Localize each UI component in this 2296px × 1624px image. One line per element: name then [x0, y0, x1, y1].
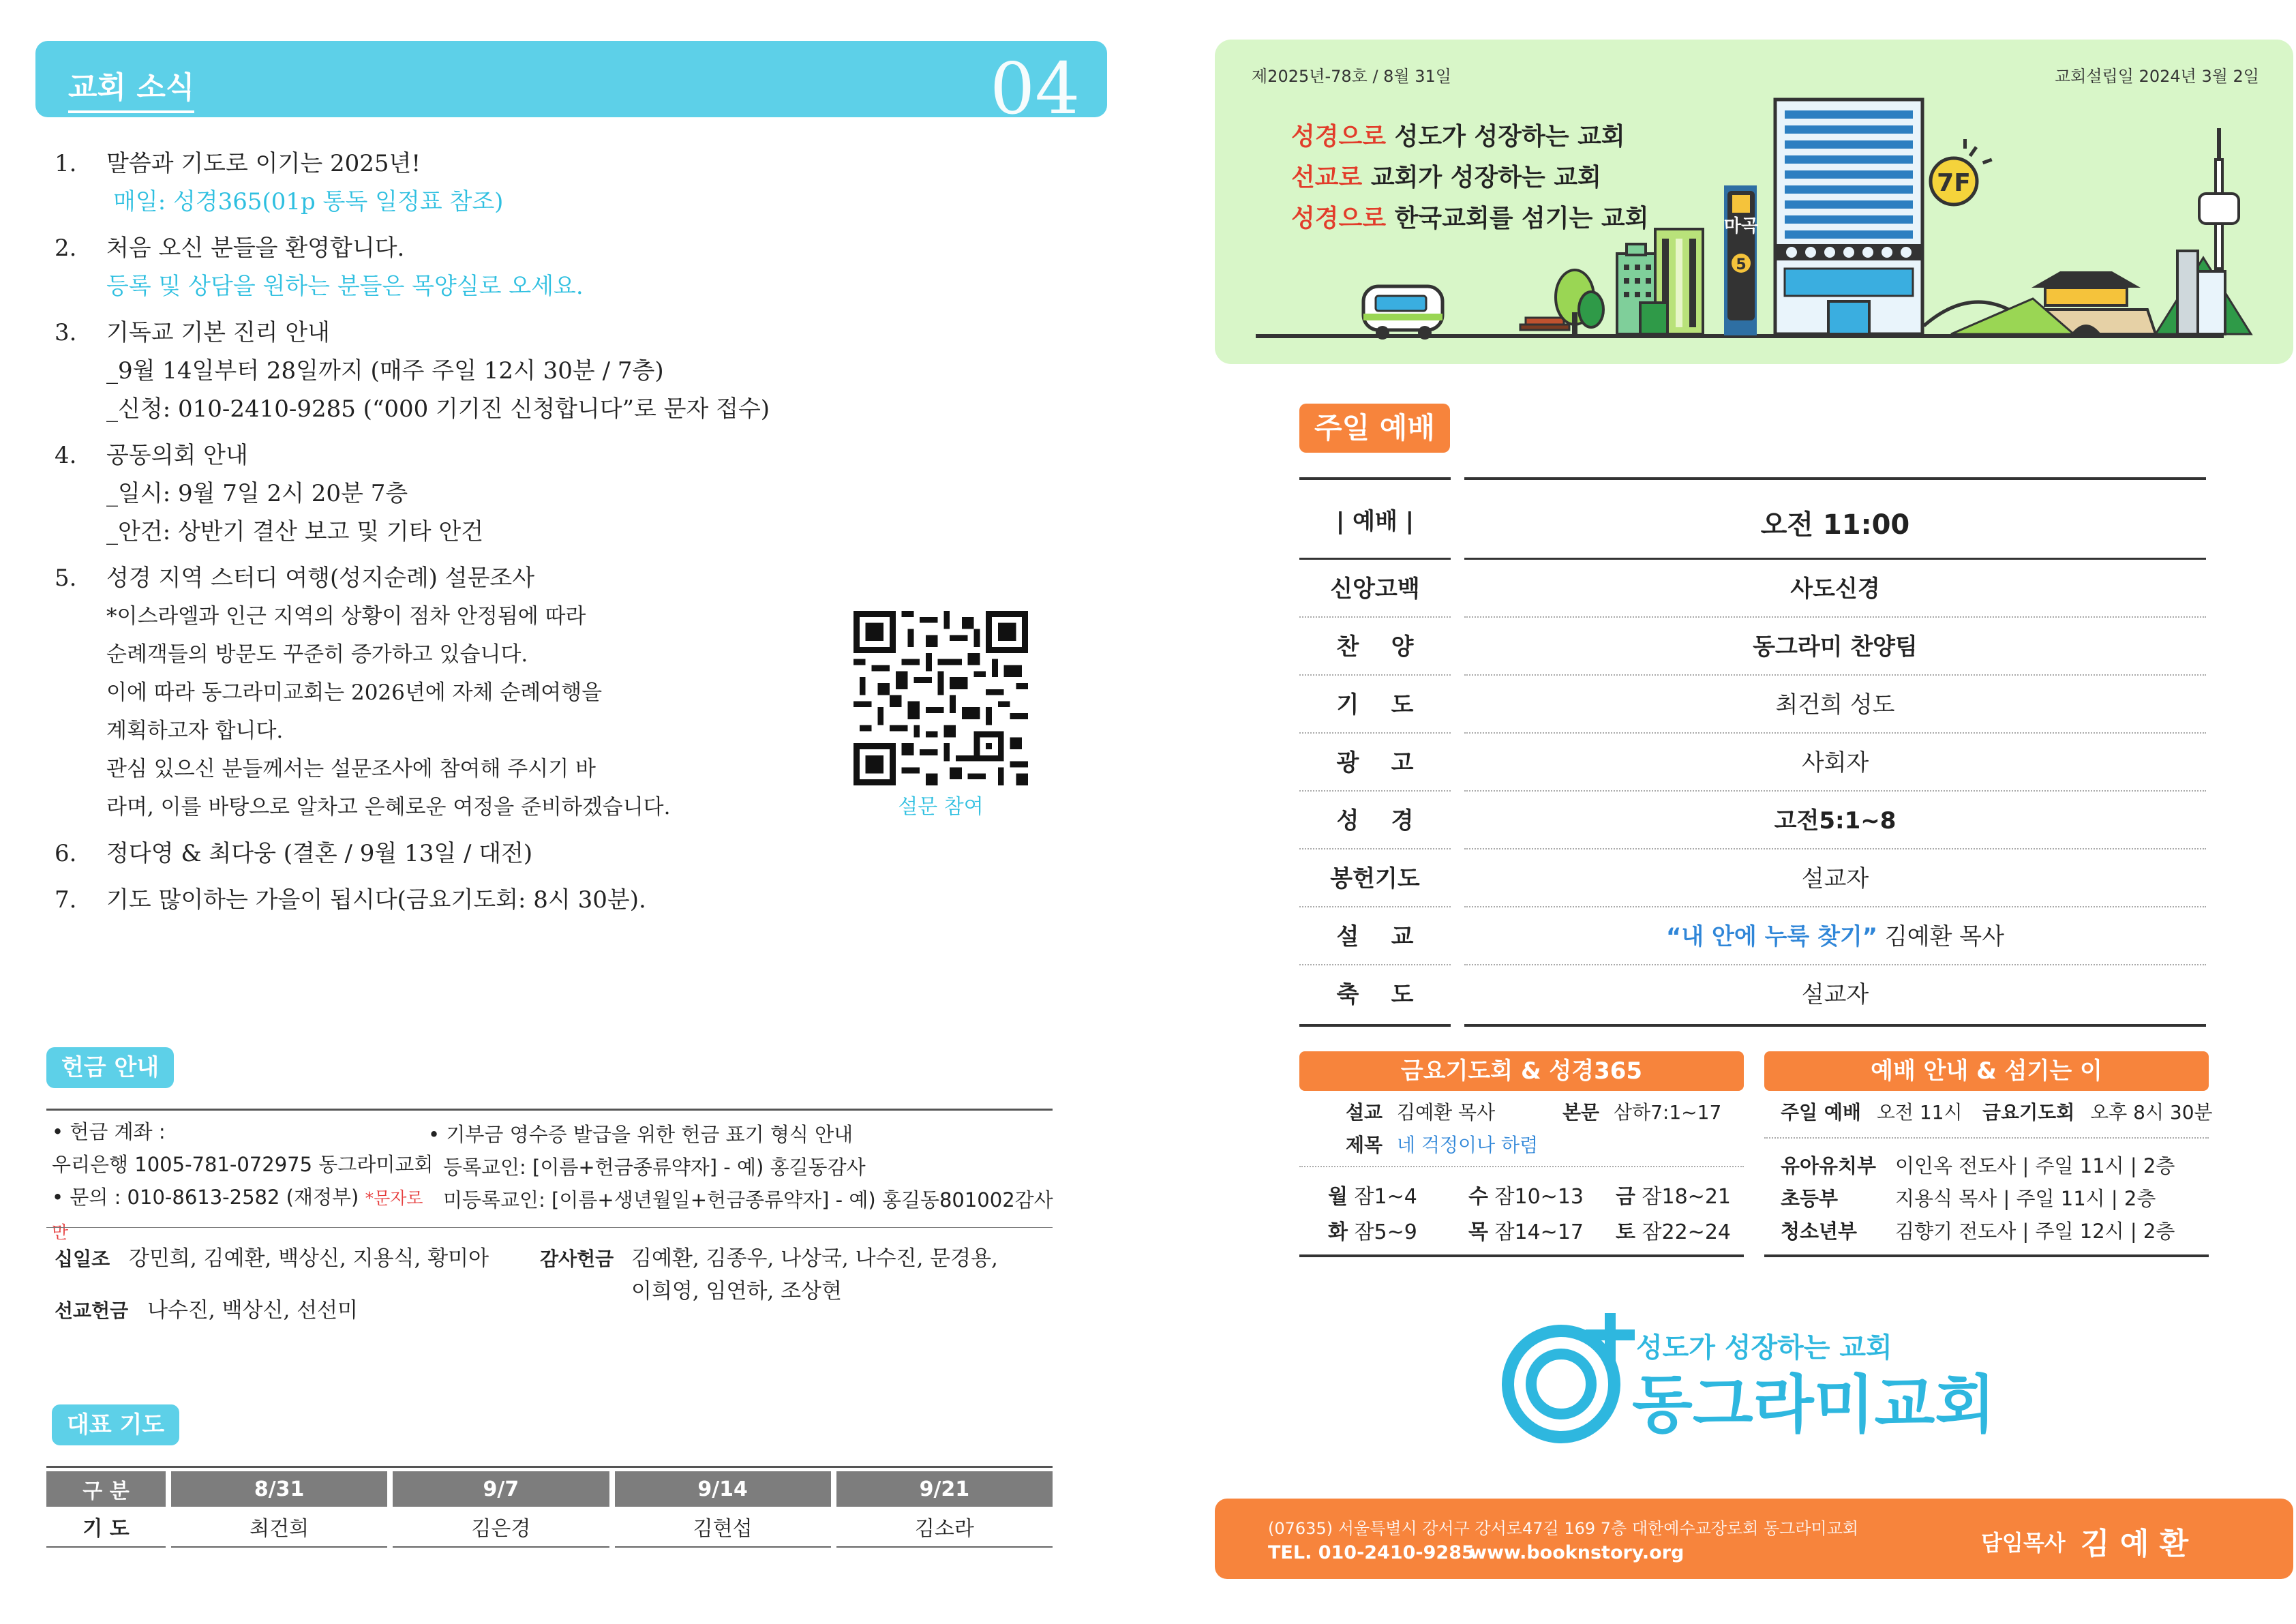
news-item-6 — [55, 834, 1077, 873]
department-name: 유아유치부 — [1781, 1154, 1877, 1177]
slogan-highlight: 성경으로 — [1291, 205, 1387, 232]
news-item-3 — [55, 314, 1077, 428]
thanks-label: 감사헌금 — [540, 1248, 614, 1270]
prayer-date: 9/14 — [615, 1471, 831, 1507]
church-name: 동그라미교회 — [1632, 1368, 1996, 1441]
friday-text — [1562, 1096, 1721, 1129]
thanks-names — [631, 1242, 998, 1308]
department-info: 이인옥 전도사 | 주일 11시 | 2층 — [1895, 1154, 2175, 1177]
prayer-row-label: 기 도 — [46, 1507, 166, 1548]
news-item-line: 처음 오신 분들을 환영합니다. — [106, 235, 405, 262]
survey-qr-label: 설문 참여 — [898, 795, 984, 819]
news-item-number: 1. — [55, 150, 77, 177]
pastor-label: 담임목사 — [1981, 1530, 2066, 1556]
divider — [1764, 1254, 2209, 1257]
worship-row — [1299, 734, 2206, 792]
worship-row-label: 신앙고백 — [1330, 575, 1420, 603]
thanks-row — [540, 1242, 614, 1276]
services-section-title: 예배 안내 & 섬기는 이 — [1764, 1051, 2209, 1091]
receipt-unregistered: 미등록교인: [이름+생년월일+헌금종류약자] - 예) 홍길동801002감사 — [443, 1188, 1053, 1212]
news-item-line: _신청: 010-2410-9285 (“000 기기진 신청합니다”로 문자 접수) — [106, 395, 770, 423]
news-item-line: 정다영 & 최다웅 (결혼 / 9월 13일 / 대전) — [106, 840, 533, 867]
tithe-names: 강민희, 김예환, 백상신, 지용식, 황미아 — [129, 1246, 489, 1271]
friday-subject — [1346, 1129, 1538, 1162]
news-item-line: 공동의회 안내 — [106, 442, 248, 469]
mission-names: 나수진, 백상신, 선선미 — [147, 1298, 358, 1323]
department-info: 김향기 전도사 | 주일 12시 | 2층 — [1895, 1220, 2175, 1243]
church-logo-mark — [1493, 1309, 2025, 1445]
reading-tue — [1328, 1216, 1417, 1249]
church-address: (07635) 서울특별시 강서구 강서로47길 169 7층 대한예수교장로회 동그라미교회 — [1268, 1519, 1859, 1538]
reading-day: 금 — [1616, 1185, 1635, 1209]
department-name: 초등부 — [1781, 1187, 1839, 1210]
slogan-highlight: 선교로 — [1291, 164, 1363, 192]
news-item-number: 3. — [55, 319, 77, 346]
prayer-date: 8/31 — [171, 1471, 387, 1507]
sunday-service-time: 오전 11시 — [1876, 1101, 1963, 1124]
divider — [1299, 1166, 1744, 1167]
church-tagline: 성도가 성장하는 교회 — [1636, 1332, 1892, 1364]
reading-chapters: 잠1~4 — [1354, 1185, 1417, 1209]
worship-row — [1299, 676, 2206, 734]
reading-sat — [1616, 1216, 1731, 1249]
slogan-1 — [1291, 117, 1625, 152]
news-item-sub: 매일: 성경365(01p 통독 일정표 참조) — [113, 188, 504, 215]
established-date: 교회설립일 2024년 3월 2일 — [2055, 67, 2259, 86]
reading-chapters: 잠5~9 — [1354, 1220, 1417, 1244]
receipt-format-block — [428, 1118, 1055, 1216]
friday-service-time: 오후 8시 30분 — [2090, 1101, 2213, 1124]
worship-row-value: 동그라미 찬양팀 — [1753, 633, 1918, 661]
worship-row-label: 봉헌기도 — [1330, 865, 1420, 892]
friday-section-title: 금요기도회 & 성경365 — [1299, 1051, 1744, 1091]
survey-detail-line: 이에 따라 동그라미교회는 2026년에 자체 순례여행을 — [106, 680, 603, 705]
prayer-table-header — [46, 1471, 1053, 1507]
tithe-row — [55, 1242, 489, 1276]
slogan-text: 한국교회를 섬기는 교회 — [1386, 205, 1649, 232]
department-info: 지용식 목사 | 주일 11시 | 2층 — [1895, 1187, 2156, 1210]
news-item-sub: 등록 및 상담을 원하는 분들은 목양실로 오세요. — [106, 273, 584, 300]
worship-header-row — [1299, 492, 2206, 560]
friday-service-label: 금요기도회 — [1982, 1101, 2075, 1124]
slogan-text: 성도가 성장하는 교회 — [1386, 123, 1625, 151]
divider — [46, 1227, 1053, 1228]
subway-sign-text: 마곡 — [1723, 216, 1759, 237]
survey-detail-line: 라며, 이를 바탕으로 알차고 은혜로운 여정을 준비하겠습니다. — [106, 795, 671, 819]
news-item-2 — [55, 229, 1077, 305]
divider — [1764, 1137, 2209, 1139]
news-item-line: 기독교 기본 진리 안내 — [106, 319, 331, 346]
worship-row-label: 성 경 — [1336, 807, 1414, 834]
prayer-table-row — [46, 1507, 1053, 1548]
sermon-preacher: 김예환 목사 — [1884, 923, 2004, 950]
inquiry-note: *문자로만 — [52, 1188, 423, 1242]
worship-row-value: 사회자 — [1801, 749, 1869, 777]
survey-detail-line: *이스라엘과 인근 지역의 상황이 점차 안정됨에 따라 — [106, 604, 586, 629]
prayer-date: 9/21 — [836, 1471, 1053, 1507]
sunday-service-label: 주일 예배 — [1781, 1101, 1861, 1124]
offering-account-block — [52, 1115, 434, 1249]
news-item-7 — [55, 881, 1077, 919]
receipt-registered: 등록교인: [이름+헌금종류약자] - 예) 홍길동감사 — [443, 1156, 866, 1179]
news-item-number: 5. — [55, 565, 77, 592]
worship-row-value: 사도신경 — [1790, 575, 1880, 603]
slogan-2 — [1291, 158, 1601, 193]
table-top-rule — [1299, 477, 1451, 480]
friday-sermon — [1346, 1096, 1495, 1129]
receipt-title: • 기부금 영수증 발급을 위한 헌금 표기 형식 안내 — [428, 1123, 854, 1146]
worship-row-value: 설교자 — [1801, 981, 1869, 1008]
table-top-rule — [1464, 477, 2206, 480]
worship-row — [1299, 966, 2206, 1023]
footer-bar — [1215, 1499, 2293, 1579]
worship-row-label: 기 도 — [1336, 691, 1414, 719]
worship-row-value: 최건희 성도 — [1775, 691, 1895, 719]
inquiry-phone: • 문의 : 010-8613-2582 (재정부) — [52, 1186, 359, 1209]
subway-line-number: 5 — [1736, 256, 1747, 273]
news-item-4 — [55, 436, 1077, 551]
news-item-line: 성경 지역 스터디 여행(성지순례) 설문조사 — [106, 565, 535, 592]
worship-header-label: | 예배 | — [1335, 508, 1415, 535]
bus-icon — [1363, 286, 1442, 340]
worship-row-label: 설 교 — [1336, 923, 1414, 950]
reading-day: 화 — [1328, 1220, 1348, 1244]
department-row — [1781, 1149, 2175, 1182]
friday-sermon-value: 김예환 목사 — [1397, 1101, 1496, 1124]
friday-subject-label: 제목 — [1346, 1134, 1383, 1156]
survey-detail-line: 순례객들의 방문도 꾸준히 증가하고 있습니다. — [106, 642, 528, 667]
prayer-name: 김은경 — [393, 1507, 609, 1548]
page-number: 04 — [990, 47, 1081, 130]
reading-day: 수 — [1468, 1185, 1488, 1209]
news-item-line: 기도 많이하는 가을이 됩시다(금요기도회: 8시 30분). — [106, 886, 646, 914]
reading-mon — [1328, 1181, 1417, 1214]
reading-day: 월 — [1328, 1185, 1348, 1209]
prayer-name: 김소라 — [836, 1507, 1053, 1548]
worship-time: 오전 11:00 — [1760, 509, 1910, 541]
news-item-number: 7. — [55, 886, 77, 914]
news-item-line: _안건: 상반기 결산 보고 및 기타 안건 — [106, 518, 484, 545]
prayer-header-label: 구 분 — [46, 1471, 166, 1507]
worship-row-value: 설교자 — [1801, 865, 1869, 892]
mission-label: 선교헌금 — [55, 1299, 129, 1322]
reading-fri — [1616, 1181, 1731, 1214]
friday-text-label: 본문 — [1562, 1101, 1600, 1124]
subway-sign-icon — [1724, 185, 1759, 335]
news-item-number: 2. — [55, 235, 77, 262]
table-bottom-rule — [1464, 1024, 2206, 1027]
offering-section-title: 헌금 안내 — [46, 1047, 174, 1088]
slogan-highlight: 성경으로 — [1291, 123, 1387, 151]
news-item-number: 4. — [55, 442, 77, 469]
thanks-names-line: 김예환, 김종우, 나상국, 나수진, 문경용, — [631, 1246, 998, 1271]
prayer-date: 9/7 — [393, 1471, 609, 1507]
sermon-value — [1464, 908, 2206, 965]
worship-row-label: 광 고 — [1336, 749, 1414, 777]
reading-day: 토 — [1616, 1220, 1635, 1244]
worship-row-value: 고전5:1~8 — [1774, 807, 1897, 834]
worship-row — [1299, 908, 2206, 965]
survey-detail-line: 계획하고자 합니다. — [106, 719, 284, 743]
slogan-text: 교회가 성장하는 교회 — [1362, 164, 1601, 192]
worship-row — [1299, 850, 2206, 907]
divider — [1299, 1254, 1744, 1257]
prayer-section-title: 대표 기도 — [52, 1404, 179, 1445]
floor-badge — [1931, 139, 1993, 205]
divider — [1299, 558, 1451, 560]
tithe-label: 십일조 — [55, 1248, 110, 1270]
worship-row — [1299, 792, 2206, 849]
worship-row-label: 찬 양 — [1336, 633, 1414, 661]
divider — [46, 1466, 1053, 1468]
reading-chapters: 잠18~21 — [1642, 1185, 1731, 1209]
sunday-service — [1781, 1096, 1963, 1129]
reading-chapters: 잠22~24 — [1642, 1220, 1731, 1244]
news-item-line: _9월 14일부터 28일까지 (매주 주일 12시 30분 / 7층) — [106, 357, 664, 385]
reading-chapters: 잠10~13 — [1494, 1185, 1584, 1209]
sermon-title: “내 안에 누룩 찾기” — [1666, 923, 1878, 950]
worship-row-label: 축 도 — [1336, 981, 1414, 1008]
friday-text-value: 삼하7:1~17 — [1614, 1101, 1722, 1124]
divider — [46, 1109, 1053, 1111]
news-header-bar — [35, 41, 1107, 117]
table-bottom-rule — [1299, 1024, 1451, 1027]
worship-row — [1299, 618, 2206, 676]
department-row — [1781, 1182, 2156, 1215]
news-item-line: 말씀과 기도로 이기는 2025년! — [106, 150, 421, 177]
pastor-name: 김 예 환 — [2081, 1527, 2189, 1561]
mission-row — [55, 1294, 358, 1327]
account-number: 우리은행 1005-781-072975 동그라미교회 — [52, 1153, 434, 1176]
news-section-title: 교회 소식 — [68, 63, 194, 113]
friday-sermon-label: 설교 — [1346, 1101, 1383, 1124]
worship-row — [1299, 560, 2206, 618]
prayer-table — [41, 1471, 1058, 1548]
news-item-line: _일시: 9월 7일 2시 20분 7층 — [106, 480, 408, 507]
reading-day: 목 — [1468, 1220, 1488, 1244]
prayer-name: 최건희 — [171, 1507, 387, 1548]
divider — [1464, 558, 2206, 560]
department-row — [1781, 1215, 2175, 1248]
friday-subject-value: 네 걱정이나 하렴 — [1397, 1134, 1539, 1156]
worship-section-title: 주일 예배 — [1299, 404, 1450, 453]
church-website[interactable]: www.booknstory.org — [1470, 1542, 1685, 1563]
survey-detail-line: 관심 있으신 분들께서는 설문조사에 참여해 주시기 바 — [106, 757, 596, 781]
department-name: 청소년부 — [1781, 1220, 1858, 1243]
account-label: • 헌금 계좌 : — [52, 1120, 166, 1143]
reading-thu — [1468, 1216, 1584, 1249]
friday-service — [1982, 1096, 2213, 1129]
church-phone: TEL. 010-2410-9285 — [1268, 1542, 1475, 1563]
news-item-number: 6. — [55, 840, 77, 867]
news-item-1 — [55, 145, 1077, 221]
issue-number: 제2025년-78호 / 8월 31일 — [1252, 67, 1451, 86]
church-logo — [1493, 1309, 2025, 1445]
survey-qr-code[interactable] — [854, 611, 1028, 785]
slogan-3 — [1291, 199, 1648, 234]
thanks-names-line: 이희영, 임연하, 조상현 — [631, 1279, 842, 1304]
reading-wed — [1468, 1181, 1584, 1214]
floor-badge-text: 7F — [1937, 169, 1971, 197]
reading-chapters: 잠14~17 — [1494, 1220, 1584, 1244]
prayer-name: 김현섭 — [615, 1507, 831, 1548]
